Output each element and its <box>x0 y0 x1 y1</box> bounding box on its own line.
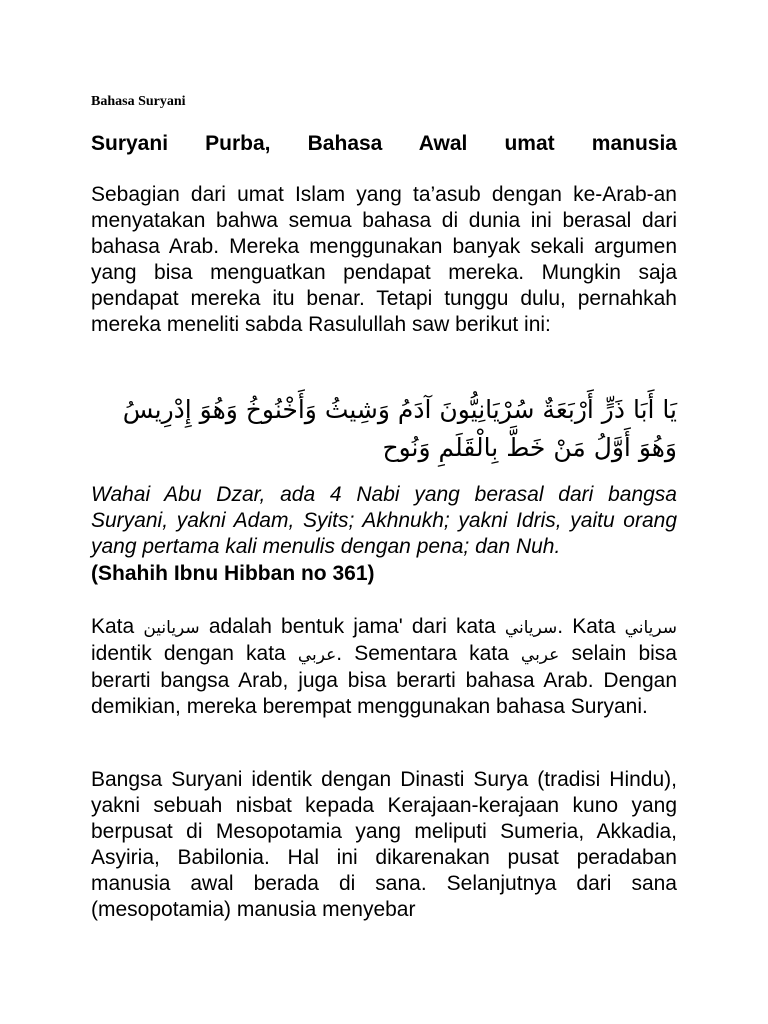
terminology-text: adalah bentuk jama' dari kata <box>199 615 505 638</box>
terminology-text: Kata <box>91 615 144 638</box>
terminology-text: . Sementara kata <box>336 642 521 665</box>
hadith-arabic-text: يَا أَبَا ذَرٍّ أَرْبَعَةٌ سُرْيَانِيُّونَ آدَمُ وَشِيثُ وَأَخْنُوخُ وَهُوَ إِدْرِيسُ وَهُوَ أَوَّلُ مَنْ خَطَّ بِالْقَلَمِ وَنُوح <box>122 395 677 462</box>
history-paragraph: Bangsa Suryani identik dengan Dinasti Surya (tradisi Hindu), yakni sebuah nisbat kepada Kerajaan-kerajaan kuno yang berpusat di Mesopotamia yang meliputi Sumeria, Akkadia, Asyiria, Babilonia. Hal ini dikarenakan pusat peradaban manusia awal berada di sana. Selanjutnya dari sana (mesopotamia) manusia menyebar <box>91 768 677 921</box>
article-title: Suryani Purba, Bahasa Awal umat manusia <box>91 132 677 155</box>
terminology-paragraph <box>91 614 677 720</box>
terminology-text: identik dengan kata <box>91 642 298 665</box>
arabic-word-suryani: سرياني <box>624 618 677 638</box>
terminology-text: selain bisa berarti bangsa Arab, juga bisa berarti bahasa Arab. Dengan demikian, mereka berempat menggunakan bahasa Suryani. <box>91 642 677 718</box>
arabic-word-suryaniyin: سريانين <box>143 618 200 638</box>
arabic-word-arabi: عربي <box>520 645 560 665</box>
arabic-word-arabi: عربي <box>297 645 337 665</box>
hadith-citation: (Shahih Ibnu Hibban no 361) <box>91 562 375 585</box>
hadith-translation: Wahai Abu Dzar, ada 4 Nabi yang berasal dari bangsa Suryani, yakni Adam, Syits; Akhnukh; yakni Idris, yaitu orang yang pertama kali menulis dengan pena; dan Nuh. <box>91 483 677 558</box>
document-header-label: Bahasa Suryani <box>91 94 186 109</box>
arabic-word-suryani: سرياني <box>504 618 558 638</box>
intro-paragraph: Sebagian dari umat Islam yang ta’asub dengan ke-Arab-an menyatakan bahwa semua bahasa di dunia ini berasal dari bahasa Arab. Mereka menggunakan banyak sekali argumen yang bisa menguatkan pendapat mereka. Mungkin saja pendapat mereka itu benar. Tetapi tunggu dulu, pernahkah mereka meneliti sabda Rasulullah saw berikut ini: <box>91 183 677 336</box>
terminology-text: . Kata <box>557 615 625 638</box>
